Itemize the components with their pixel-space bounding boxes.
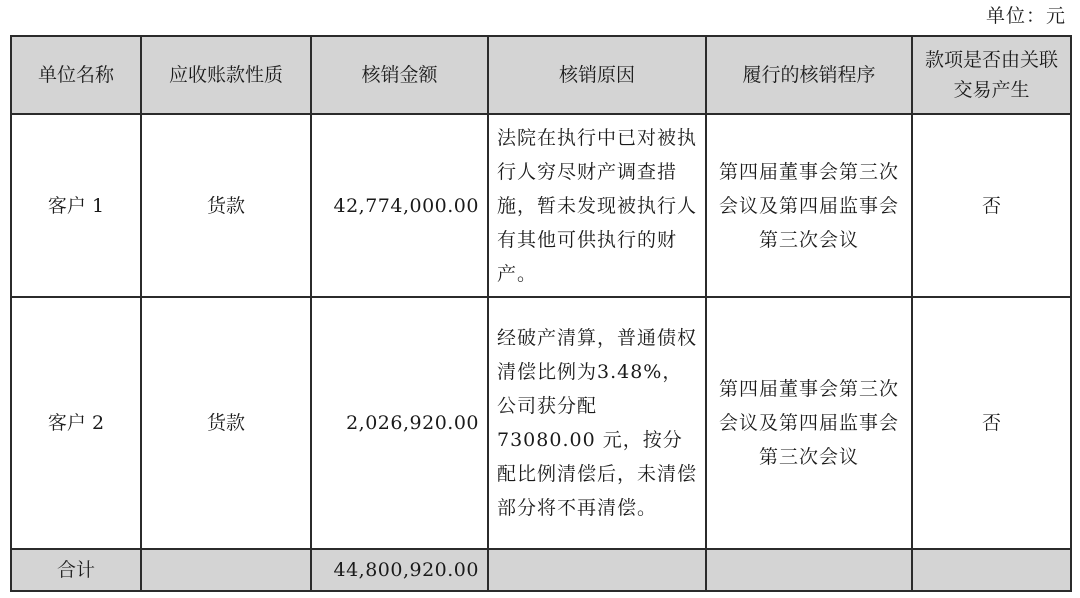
header-write-off-amount: 核销金额 xyxy=(311,36,488,114)
cell-write-off-amount: 42,774,000.00 xyxy=(311,114,488,297)
total-label: 合计 xyxy=(11,549,141,591)
cell-write-off-reason: 法院在执行中已对被执行人穷尽财产调查措施，暂未发现被执行人有其他可供执行的财产。 xyxy=(488,114,706,297)
cell-write-off-reason: 经破产清算，普通债权清偿比例为3.48%，公司获分配 73080.00 元，按分配比例清偿后，未清偿部分将不再清偿。 xyxy=(488,297,706,549)
unit-label: 单位：元 xyxy=(985,5,1066,27)
header-receivable-nature: 应收账款性质 xyxy=(141,36,311,114)
cell-write-off-procedure: 第四届董事会第三次会议及第四届监事会第三次会议 xyxy=(706,114,912,297)
cell-receivable-nature: 货款 xyxy=(141,114,311,297)
cell-related-party: 否 xyxy=(912,114,1071,297)
total-row xyxy=(11,549,1071,591)
header-row xyxy=(11,36,1071,114)
header-related-party: 款项是否由关联交易产生 xyxy=(912,36,1071,114)
cell-write-off-amount: 2,026,920.00 xyxy=(311,297,488,549)
total-empty-cell xyxy=(706,549,912,591)
total-amount: 44,800,920.00 xyxy=(311,549,488,591)
total-empty-cell xyxy=(912,549,1071,591)
cell-write-off-procedure: 第四届董事会第三次会议及第四届监事会第三次会议 xyxy=(706,297,912,549)
header-write-off-reason: 核销原因 xyxy=(488,36,706,114)
write-off-table xyxy=(10,35,1072,592)
total-empty-cell xyxy=(488,549,706,591)
table-row xyxy=(11,297,1071,549)
cell-unit-name: 客户 1 xyxy=(11,114,141,297)
table-row xyxy=(11,114,1071,297)
cell-related-party: 否 xyxy=(912,297,1071,549)
cell-unit-name: 客户 2 xyxy=(11,297,141,549)
total-empty-cell xyxy=(141,549,311,591)
cell-receivable-nature: 货款 xyxy=(141,297,311,549)
header-write-off-procedure: 履行的核销程序 xyxy=(706,36,912,114)
header-unit-name: 单位名称 xyxy=(11,36,141,114)
